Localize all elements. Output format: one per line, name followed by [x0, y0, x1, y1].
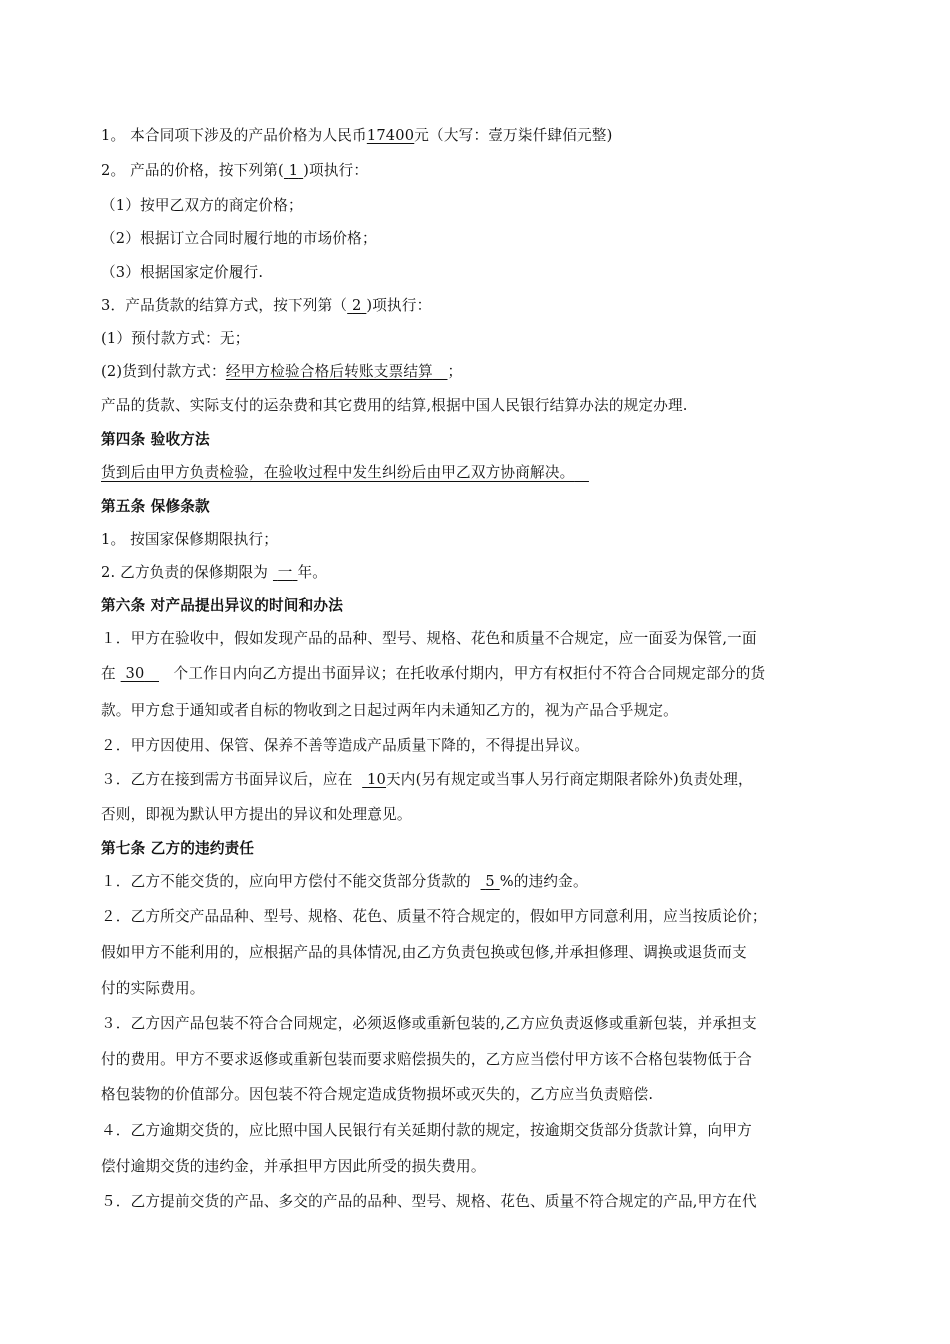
article5-item1: 1。 按国家保修期限执行；: [101, 531, 279, 548]
article6-p1-line3: 款。甲方怠于通知或者自标的物收到之日起过两年内未通知乙方的，视为产品合乎规定。: [101, 702, 678, 719]
article6-p1-post: 个工作日内向乙方提出书面异议；在托收承付期内，甲方有权拒付不符合合同规定部分的货: [173, 665, 766, 682]
article5-heading: 第五条 保修条款: [101, 498, 210, 515]
warranty-period-value: 一: [277, 564, 293, 581]
penalty-percent-value: 5: [485, 873, 495, 890]
settlement-intro: [101, 296, 854, 316]
article7-p2-line3: 付的实际费用。: [101, 980, 205, 997]
settlement-cod-text: 经甲方检验合格后转账支票结算: [225, 363, 433, 380]
article6-p1-line1: １．甲方在验收中，假如发现产品的品种、型号、规格、花色和质量不合规定，应一面妥为保管,一面: [101, 630, 757, 647]
article6-p3-pre: ３．乙方在接到需方书面异议后，应在: [101, 771, 353, 788]
article7-p3-line3: 格包装物的价值部分。因包装不符合规定造成货物损坏或灭失的，乙方应当负责赔偿.: [101, 1086, 654, 1103]
article4-text-content: 货到后由甲方负责检验，在验收过程中发生纠纷后由甲乙双方协商解决。: [101, 464, 575, 481]
pricing-choice-value: 1: [288, 162, 299, 179]
settlement-cod-pre: (2)货到付款方式：: [101, 363, 226, 380]
article7-p2-line2: 假如甲方不能利用的，应根据产品的具体情况,由乙方负责包换或包修,并承担修理、调换或退货而支: [101, 944, 747, 961]
article4-heading: 第四条 验收方法: [101, 431, 210, 448]
article7-p3-line1: ３．乙方因产品包装不符合合同规定，必须返修或重新包装的,乙方应负责返修或重新包装，并承担支: [101, 1015, 757, 1032]
article6-p1-pre: 在: [101, 665, 116, 682]
article7-p1-pre: １．乙方不能交货的，应向甲方偿付不能交货部分货款的: [101, 873, 471, 890]
article7-p2-line1: ２．乙方所交产品品种、型号、规格、花色、质量不符合规定的，假如甲方同意利用，应当按质论价；: [101, 908, 767, 925]
settlement-intro-post: )项执行：: [366, 297, 432, 314]
settlement-cod-value: [226, 363, 448, 380]
objection-days: [121, 665, 159, 682]
settlement-note: 产品的货款、实际支付的运杂费和其它费用的结算,根据中国人民银行结算办法的规定办理.: [101, 397, 688, 414]
objection-days-value: 30: [125, 665, 145, 682]
article7-heading: 第七条 乙方的违约责任: [101, 840, 255, 857]
response-days-value: 10: [367, 771, 387, 788]
article7-p5-line1: ５．乙方提前交货的产品、多交的产品的品种、型号、规格、花色、质量不符合规定的产品,甲方在代: [101, 1193, 757, 1210]
article5-item2: [101, 563, 854, 583]
price-text-post: 元（大写：壹万柒仟肆佰元整): [414, 127, 613, 144]
pricing-intro-pre: 2。 产品的价格，按下列第(: [101, 162, 284, 179]
article6-heading: 第六条 对产品提出异议的时间和办法: [101, 597, 343, 614]
article5-item2-post: 年。: [297, 564, 328, 581]
response-days: [362, 771, 386, 788]
settlement-choice: [347, 297, 366, 314]
price-amount: 17400: [366, 127, 415, 144]
article6-p3-line1: [101, 770, 854, 790]
pricing-option-3: （3）根据国家定价履行.: [101, 264, 264, 281]
settlement-cod: [101, 362, 854, 382]
article7-p4-line2: 偿付逾期交货的违约金，并承担甲方因此所受的损失费用。: [101, 1158, 486, 1175]
price-text-pre: 1。 本合同项下涉及的产品价格为人民币: [101, 127, 367, 144]
article6-p3-line2: 否则，即视为默认甲方提出的异议和处理意见。: [101, 806, 412, 823]
article7-p4-line1: ４．乙方逾期交货的，应比照中国人民银行有关延期付款的规定，按逾期交货部分货款计算，向甲方: [101, 1122, 752, 1139]
article6-p3-post: 天内(另有规定或当事人另行商定期限者除外)负责处理，: [386, 771, 753, 788]
settlement-prepay: (1）预付款方式：无；: [101, 330, 250, 347]
article6-p1-line2: [101, 664, 854, 684]
pricing-intro-post: )项执行：: [303, 162, 369, 179]
price-line: [101, 126, 854, 146]
article7-p3-line2: 付的费用。甲方不要求返修或重新包装而要求赔偿损失的，乙方应当偿付甲方该不合格包装物低于合: [101, 1051, 752, 1068]
pricing-option-1: （1）按甲乙双方的商定价格；: [101, 197, 303, 214]
article7-p1-post: %的违约金。: [499, 873, 588, 890]
article6-p2: ２．甲方因使用、保管、保养不善等造成产品质量下降的，不得提出异议。: [101, 737, 590, 754]
pricing-method-intro: [101, 161, 854, 181]
article7-p1: [101, 872, 854, 892]
settlement-choice-value: 2: [352, 297, 362, 314]
pricing-option-2: （2）根据订立合同时履行地的市场价格；: [101, 230, 377, 247]
article4-text: [101, 463, 854, 483]
article5-item2-pre: 2. 乙方负责的保修期限为: [101, 564, 269, 581]
pricing-choice: [284, 162, 303, 179]
penalty-percent: [481, 873, 500, 890]
settlement-cod-post: ；: [447, 363, 463, 380]
warranty-period: [273, 564, 297, 581]
settlement-intro-pre: 3．产品货款的结算方式，按下列第（: [101, 297, 348, 314]
